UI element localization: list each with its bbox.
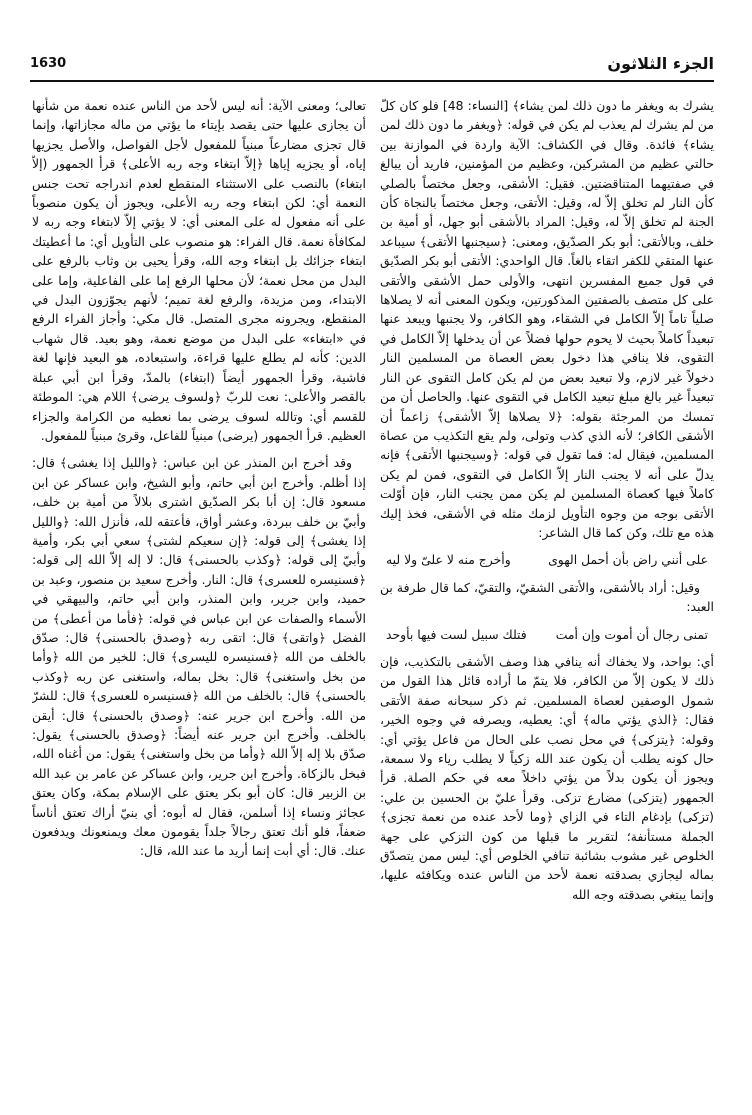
right-paragraph-3: أي: بواحد، ولا يخفاك أنه ينافي هذا وصف الأشقى بالتكذيب، فإن ذلك لا يكون إلاّ من الكافر، فلا يتمّ ما أراده قائل هذا القول من شمول الوصفين لعصاة المسلمين. ثم ذكر سبحانه صفة الأتقى فقال: ﴿الذي يؤتي ماله﴾ أي: يعطيه، ويصرفه في وجوه الخير، وقوله: ﴿يتزكى﴾ في محل نصب على الحال من فاعل يؤتي أي: حال كونه يطلب أن يكون عند الله زكياً لا يطلب رياء ولا سمعة، ويجوز أن يكون بدلاً من يؤتي داخلاً معه في حكم الصلة. قرأ الجمهور (يتزكى) مضارع تزكى. وقرأ عليّ بن الحسين بن علي: (تزكى) بإدغام التاء في الزاي ﴿وما لأحد عنده من نعمة تجزى﴾ الجملة مستأنفة؛ لتقرير ما قبلها من كون التزكي على جهة الخلوص غير مشوب بشائبة تنافي الخلوص أي: ليس ممن يتصدّق بماله ليجازي بصدقته نعمة لأحد من الناس عنده ويكافئه عليها، وإنما يبتغي بصدقته وجه الله	[380, 653, 714, 902]
page-number: 1630	[30, 56, 67, 71]
left-paragraph-2: وقد أخرج ابن المنذر عن ابن عباس: ﴿والليل إذا يغشى﴾ قال: إذا أظلم. وأخرج ابن أبي حاتم، وأبو الشيخ، وابن عساكر عن ابن مسعود قال: إن أبا بكر الصدّيق اشترى بلالاً من أمية بن خلف، وأبيّ بن خلف ببردة، وعشر أواق، فأعتقه لله، فأنزل الله: ﴿والليل إذا يغشى﴾ إلى قوله: ﴿إن سعيكم لشتى﴾ سعي أبي بكر، وأمية وأبيّ إلى قوله: ﴿وكذب بالحسنى﴾ قال: لا إله إلاّ الله إلى قوله: ﴿فسنيسره للعسرى﴾ قال: النار. وأخرج سعيد بن منصور، وعبد بن حميد، وابن جرير، وابن المنذر، وابن أبي حاتم، والبيهقي في الأسماء والصفات عن ابن عباس في قوله: ﴿فأما من أعطى﴾ من الفضل ﴿واتقى﴾ قال: اتقى ربه ﴿وصدق بالحسنى﴾ قال: صدّق بالخلف من الله ﴿فسنيسره لليسرى﴾ قال: للخير من الله ﴿وأما من بخل واستغنى﴾ قال: بخل بماله، واستغنى عن ربه ﴿وكذب بالحسنى﴾ قال: بالخلف من الله ﴿فسنيسره للعسرى﴾ قال: للشرّ من الله. وأخرج ابن جرير عنه: ﴿وصدق بالحسنى﴾ قال: أيقن بالخلف. وأخرج ابن جرير عنه أيضاً: ﴿وصدق بالحسنى﴾ يقول: صدّق بلا إله إلاّ الله ﴿وأما من بخل واستغنى﴾ يقول: من أغناه الله، فبخل بالزكاة. وأخرج ابن جرير، وابن عساكر عن عامر بن عبد الله بن الزبير قال: كان أبو بكر يعتق على الإسلام بمكة، وكان يعتق عجائز ونساء إذا أسلمن، فقال له أبوه: أي بنيّ أراك تعتق أناساً ضعفاً، فلو أنك تعتق رجالاً جلداً يقومون معك ويمنعونك ويدفعون عنك. قال: أي أبت إنما أريد ما عند الله، قال:	[32, 455, 366, 859]
poem-verse-2-second-hemistich: فتلك سبيل لست فيها بأوحد	[386, 626, 527, 642]
page-header	[30, 54, 714, 80]
left-column	[32, 96, 366, 1096]
poem-verse-1	[386, 550, 708, 569]
poem-verse-1-second-hemistich: وأخرج منه لا علىّ ولا ليه	[386, 552, 511, 568]
right-paragraph-2: وقيل: أراد بالأشقى، والأتقى الشقيّ، والتقيّ، كما قال طرفة بن العبد:	[380, 579, 714, 615]
running-title: الجزء الثلاثون	[607, 54, 714, 73]
poem-verse-1-first-hemistich: على أنني راض بأن أحمل الهوى	[548, 552, 708, 568]
left-paragraph-1: تعالى؛ ومعنى الآية: أنه ليس لأحد من الناس عنده نعمة من شأنها أن يجازى عليها حتى يقصد بإيتاء ما يؤتي من ماله مجازاتها، وإنما قال تجزى مضارعاً مبنياً للمفعول لأجل الفواصل، والأصل يجزيها إياه، أو يجزيه إياها ﴿إلاّ ابتغاء وجه ربه الأعلى﴾ قرأ الجمهور (إلاّ ابتغاء) بالنصب على الاستثناء المنقطع لعدم اندراجه تحت جنس النعمة أي: لكن ابتغاء وجه ربه الأعلى، ويجوز أن يكون منصوباً على أنه مفعول له على المعنى أي: لا يؤتي إلاّ لابتغاء وجه ربه لا لمكافأة نعمة. قال الفراء: هو منصوب على التأويل أي: ما أعطيتك ابتغاء جزائك بل ابتغاء وجه الله، وقرأ يحيى بن وثاب بالرفع على البدل من محل نعمة؛ لأن محلها الرفع إما على الفاعلية، وإما على الابتداء، ومن مزيدة، والرفع لغة تميم؛ لأنهم يجوّزون البدل في المنقطع، ويجرونه مجرى المتصل. قال مكي: وأجاز الفراء الرفع في «ابتغاء» على البدل من موضع نعمة، وهو بعيد. قال شهاب الدين: كأنه لم يطلع عليها قراءة، واستبعاده، هو البعيد فإنها لغة فاشية، وقرأ الجمهور أيضاً (ابتغاء) بالمدّ، وقرأ ابن أبي عبلة بالقصر والأعلى: نعت للربّ ﴿ولسوف يرضى﴾ اللام هي: الموطئة للقسم أي: وتالله لسوف يرضى بما نعطيه من الكرامة والجزاء العظيم. قرأ الجمهور (يرضى) مبنياً للفاعل، وقرئ مبنياً للمفعول.	[32, 98, 366, 443]
poem-verse-2-first-hemistich: تمنى رجال أن أموت وإن أمت	[555, 626, 708, 642]
right-column	[380, 96, 714, 1096]
right-paragraph-1: يشرك به ويغفر ما دون ذلك لمن يشاء﴾ [النساء: 48] فلو كان كلّ من لم يشرك لم يعذب لم يكن في قوله: ﴿ويغفر ما دون ذلك لمن يشاء﴾ فائدة. وقال في الكشاف: الآية واردة في الموازنة بين حالتي عظيم من المشركين، وعظيم من المؤمنين، فاريد أن يبالغ في صفتيهما المتناقضتين. فقيل: الأشقى، وجعل مختصاً بالصلي كأن النار لم تخلق إلاّ له، وقيل: الأتقى، وجعل مختصاً بالنجاة كأن الجنة لم تخلق إلاّ له، وقيل: المراد بالأشقى أبو جهل، أو أمية بن خلف، وبالأتقى: أبو بكر الصدّيق، ومعنى: ﴿سيجنبها الأتقى﴾ سيباعد عنها المتقي للكفر اتقاء بالغاً. قال الواحدي: الأتقى أبو بكر الصدّيق في قول جميع المفسرين انتهى، والأولى حمل الأشقى والأتقى على كل متصف بالصفتين المذكورتين، ويكون المعنى أنه لا يصلاها صلياً تاماً إلاّ الكامل في الشقاء، وهو الكافر، ولا يجنبها ويبعد عنها تبعيداً كاملاً بحيث لا يحوم حولها فضلاً عن أن يدخلها إلاّ الكامل في التقوى، فلا ينافي هذا دخول بعض العصاة من المسلمين النار دخولاً غير لازم، ولا تبعيد بعض من لم يكن كامل التقوى عن النار تبعيداً غير بالغ مبلغ تبعيد الكامل في التقوى عنها. والحاصل أن من تمسك من المرجئة بقوله: ﴿لا يصلاها إلاّ الأشقى﴾ زاعماً أن الأشقى الكافر؛ لأنه الذي كذب وتولى، ولم يقع التكذيب من عصاة المسلمين، فيقال له: فما تقول في قوله: ﴿وسيجنبها الأتقى﴾ فإنه يدلّ على أنه لا يجنب النار إلاّ الكامل في التقوى، فمن لم يكن كاملاً فيها كعصاة المسلمين لم يكن ممن يجنب النار، فإن أوّلت الأتقى بوجه من وجوه التأويل لزمك مثله في الأشقى، فخذ إليك هذه مع تلك، وكن كما قال الشاعر:	[380, 98, 714, 540]
poem-verse-2	[386, 625, 708, 644]
header-rule	[30, 80, 714, 82]
